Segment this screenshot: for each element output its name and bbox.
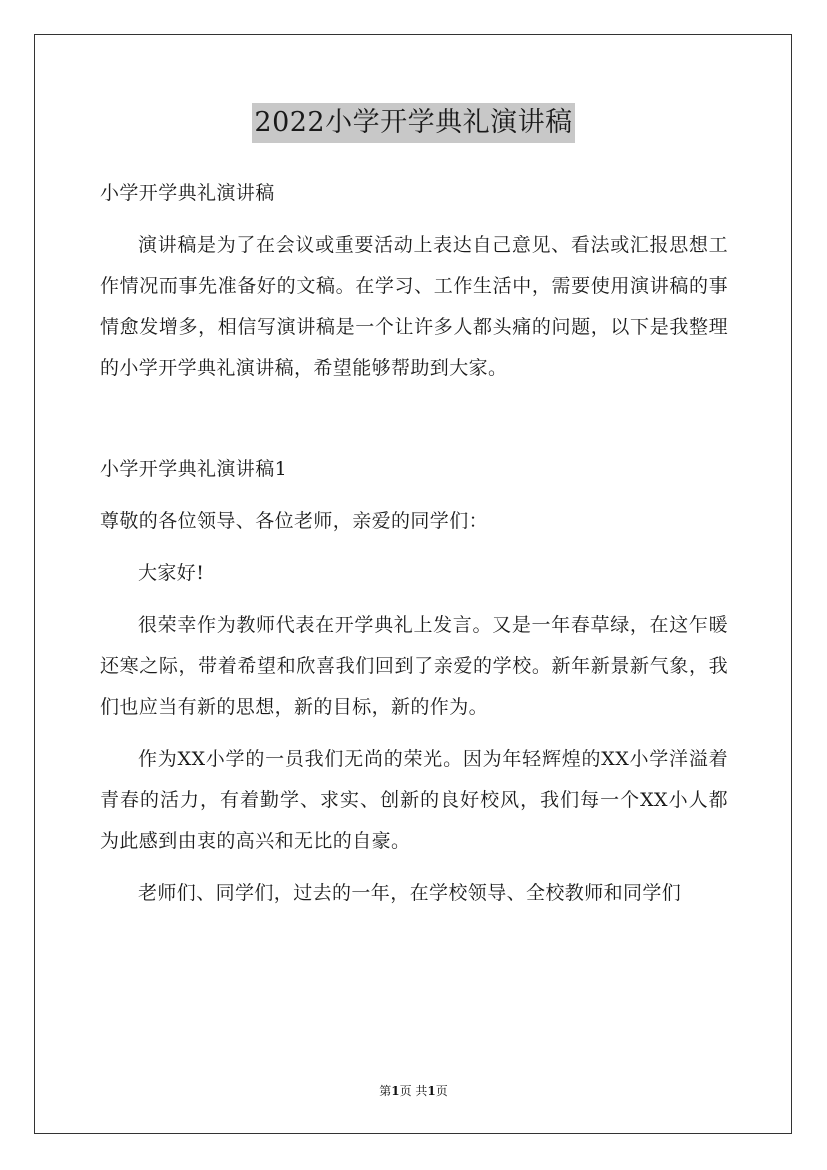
page-suffix: 页: [435, 1084, 448, 1098]
document-body: [100, 173, 728, 914]
body-paragraph-3: 老师们、同学们，过去的一年，在学校领导、全校教师和同学们: [138, 882, 682, 904]
intro-paragraph: 演讲稿是为了在会议或重要活动上表达自己意见、看法或汇报思想工作情况而事先准备好的文稿。在学习、工作生活中，需要使用演讲稿的事情愈发增多，相信写演讲稿是一个让许多人都头痛的问题，以下是我整理的小学开学典礼演讲稿，希望能够帮助到大家。: [100, 234, 728, 379]
page-current: 1: [391, 1084, 400, 1098]
body-paragraph-1: 很荣幸作为教师代表在开学典礼上发言。又是一年春草绿，在这乍暖还寒之际，带着希望和欣喜我们回到了亲爱的学校。新年新景新气象，我们也应当有新的思想，新的目标，新的作为。: [100, 614, 728, 718]
subtitle: 小学开学典礼演讲稿: [100, 182, 275, 204]
page-total: 1: [427, 1084, 436, 1098]
title-container: [0, 103, 827, 143]
document-title: 2022小学开学典礼演讲稿: [252, 103, 574, 143]
page-footer: [0, 1083, 827, 1099]
salutation: 尊敬的各位领导、各位老师，亲爱的同学们：: [100, 510, 489, 532]
body-paragraph-2: 作为XX小学的一员我们无尚的荣光。因为年轻辉煌的XX小学洋溢着青春的活力，有着勤学、求实、创新的良好校风，我们每一个XX小人都为此感到由衷的高兴和无比的自豪。: [100, 748, 728, 852]
section-heading: 小学开学典礼演讲稿1: [100, 458, 288, 480]
page-mid: 页 共: [399, 1084, 428, 1098]
page-prefix: 第: [379, 1084, 392, 1098]
greeting: 大家好!: [138, 562, 205, 584]
